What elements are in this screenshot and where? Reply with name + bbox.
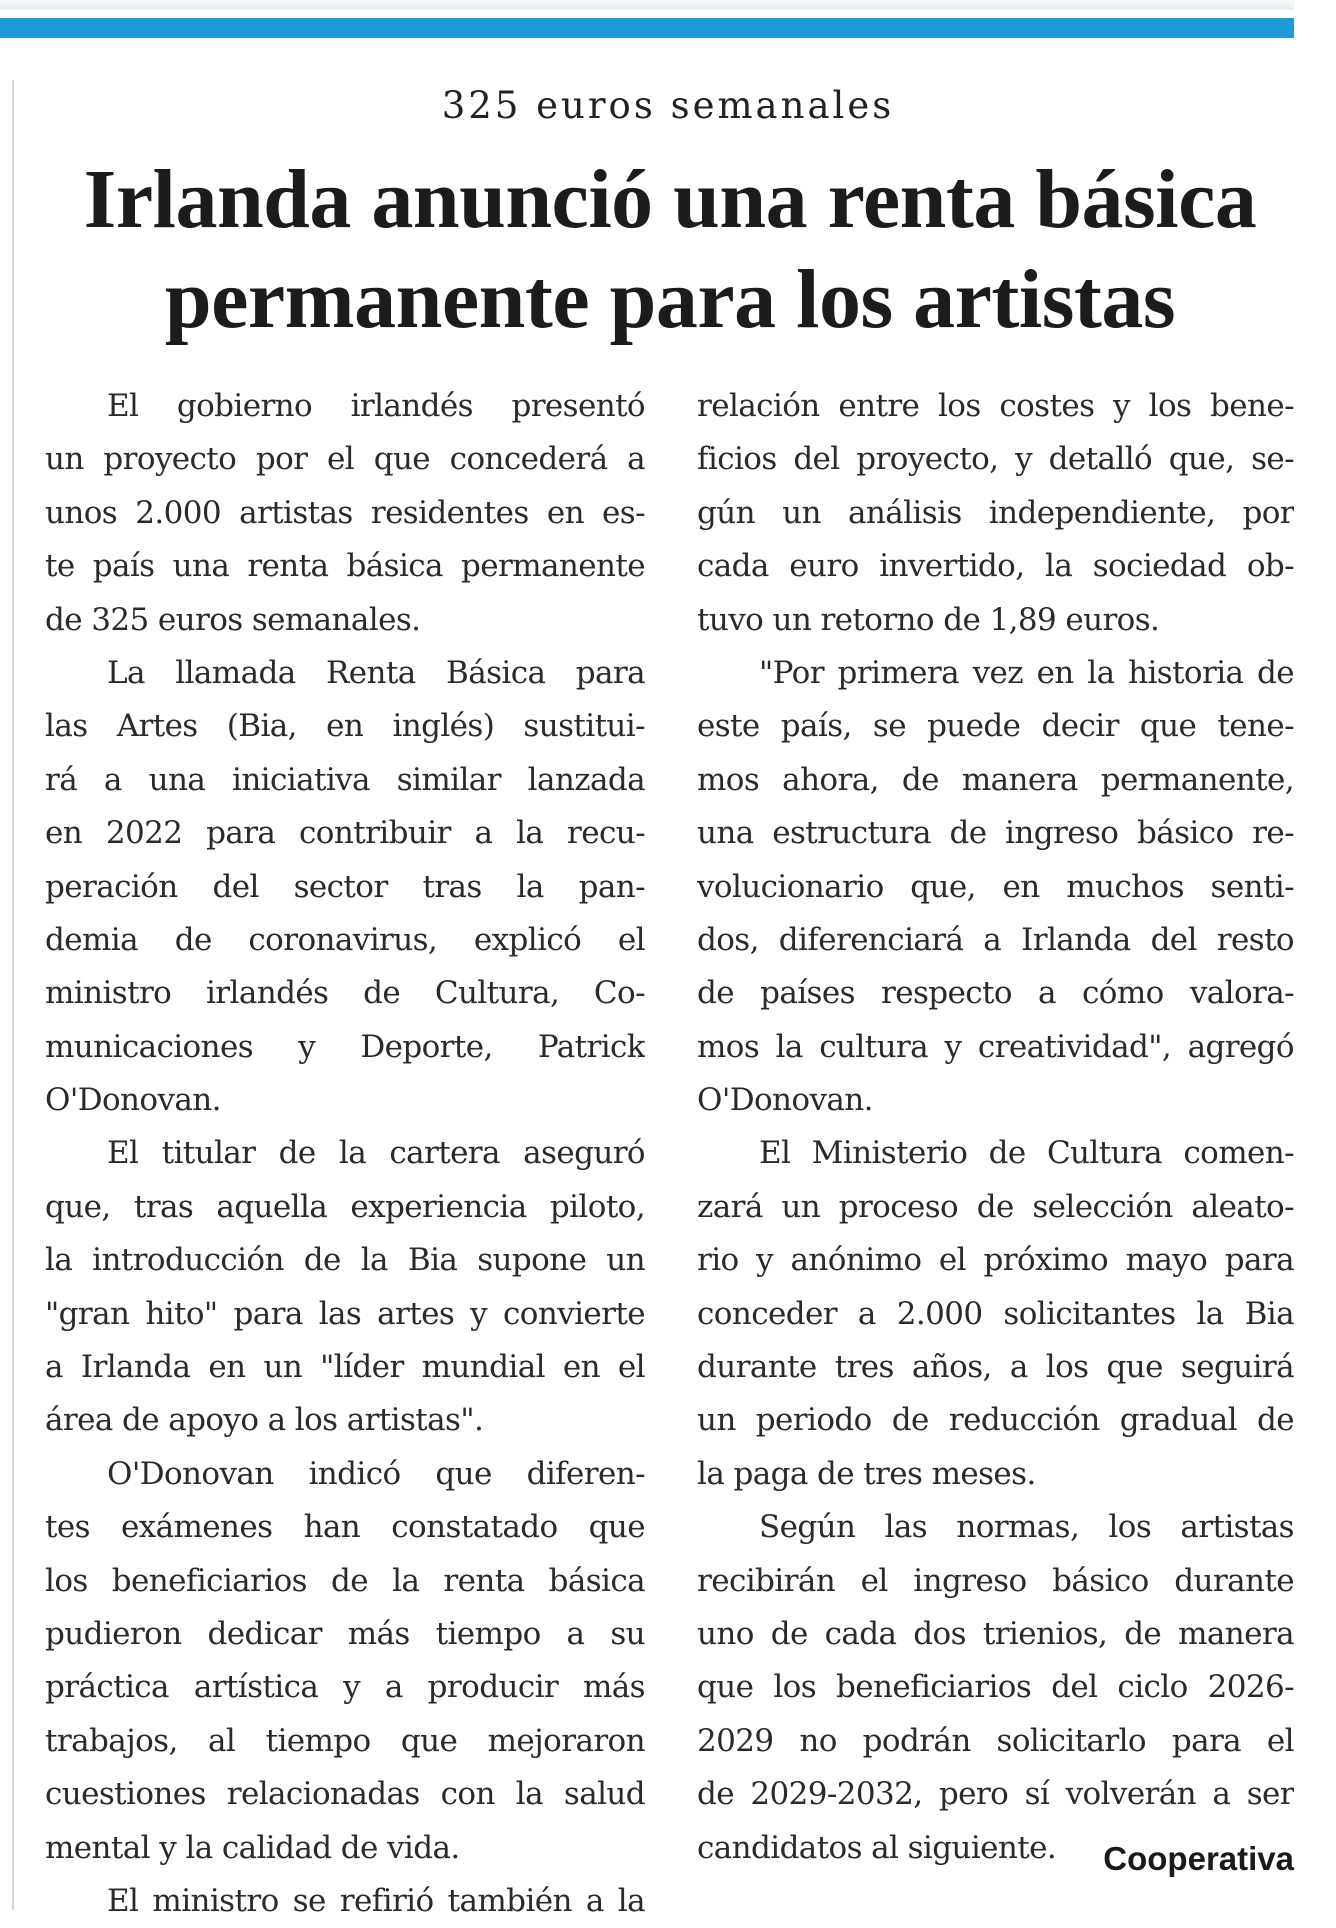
text-line: La llamada Renta Básica para bbox=[107, 654, 645, 691]
text-line: tes exámenes han constatado que bbox=[45, 1509, 645, 1546]
text-line: cuestiones relacionadas con la salud bbox=[45, 1776, 645, 1813]
text-line: uno de cada dos trienios, de manera bbox=[697, 1615, 1294, 1652]
text-line: volucionario que, en muchos senti- bbox=[697, 868, 1294, 905]
text-line: práctica artística y a producir más bbox=[45, 1669, 645, 1706]
text-line: rá a una iniciativa similar lanzada bbox=[45, 761, 645, 798]
text-line: Según las normas, los artistas bbox=[759, 1509, 1294, 1546]
headline-line-2: permanente para los artistas bbox=[164, 253, 1176, 346]
text-line: zará un proceso de selección aleato- bbox=[697, 1188, 1294, 1225]
text-line: que los beneficiarios del ciclo 2026- bbox=[697, 1669, 1294, 1706]
text-line: gún un análisis independiente, por bbox=[697, 494, 1294, 531]
text-line: recibirán el ingreso básico durante bbox=[697, 1562, 1294, 1599]
text-line: área de apoyo a los artistas". bbox=[45, 1402, 484, 1439]
body-column-left bbox=[45, 380, 645, 1928]
text-line: una estructura de ingreso básico re- bbox=[697, 815, 1294, 852]
text-line: la introducción de la Bia supone un bbox=[45, 1242, 645, 1279]
text-line: El ministro se refirió también a la bbox=[107, 1882, 645, 1919]
text-line: en 2022 para contribuir a la recu- bbox=[45, 815, 645, 852]
text-line: te país una renta básica permanente bbox=[45, 548, 645, 585]
article-signature: Cooperativa bbox=[1103, 1840, 1294, 1877]
text-line: de países respecto a cómo valora- bbox=[697, 975, 1294, 1012]
text-line: conceder a 2.000 solicitantes la Bia bbox=[697, 1295, 1294, 1332]
text-line: este país, se puede decir que tene- bbox=[697, 708, 1294, 745]
text-line: un periodo de reducción gradual de bbox=[697, 1402, 1294, 1439]
text-line: cada euro invertido, la sociedad ob- bbox=[697, 548, 1294, 585]
text-line: las Artes (Bia, en inglés) sustitui- bbox=[45, 708, 645, 745]
article-kicker: 325 euros semanales bbox=[441, 84, 895, 127]
text-line: rio y anónimo el próximo mayo para bbox=[697, 1242, 1294, 1279]
text-line: El Ministerio de Cultura comen- bbox=[759, 1135, 1294, 1172]
text-line: mos ahora, de manera permanente, bbox=[697, 761, 1294, 798]
text-line: ficios del proyecto, y detalló que, se- bbox=[697, 441, 1294, 478]
text-line: 2029 no podrán solicitarlo para el bbox=[697, 1722, 1294, 1759]
text-line: "gran hito" para las artes y convierte bbox=[45, 1295, 645, 1332]
text-line: municaciones y Deporte, Patrick bbox=[45, 1028, 645, 1065]
text-line: durante tres años, a los que seguirá bbox=[697, 1349, 1294, 1386]
text-line: El gobierno irlandés presentó bbox=[107, 388, 645, 424]
text-line: relación entre los costes y los bene- bbox=[697, 388, 1294, 424]
column-rule bbox=[12, 80, 14, 1910]
text-line: mental y la calidad de vida. bbox=[45, 1829, 460, 1866]
header-band bbox=[0, 0, 1294, 10]
text-line: "Por primera vez en la historia de bbox=[759, 654, 1294, 691]
text-line: tuvo un retorno de 1,89 euros. bbox=[697, 601, 1160, 638]
text-line: unos 2.000 artistas residentes en es- bbox=[45, 494, 645, 531]
text-line: los beneficiarios de la renta básica bbox=[45, 1562, 645, 1599]
headline-line-1: Irlanda anunció una renta básica bbox=[83, 153, 1257, 246]
text-line: mos la cultura y creatividad", agregó bbox=[697, 1028, 1294, 1065]
text-line: que, tras aquella experiencia piloto, bbox=[45, 1188, 645, 1225]
text-line: de 325 euros semanales. bbox=[45, 601, 421, 638]
text-line: O'Donovan indicó que diferen- bbox=[107, 1455, 645, 1492]
text-line: peración del sector tras la pan- bbox=[45, 868, 645, 905]
text-line: trabajos, al tiempo que mejoraron bbox=[45, 1722, 645, 1759]
text-line: candidatos al siguiente. bbox=[697, 1829, 1057, 1866]
text-line: demia de coronavirus, explicó el bbox=[45, 921, 645, 958]
text-line: pudieron dedicar más tiempo a su bbox=[45, 1615, 645, 1652]
text-line: a Irlanda en un "líder mundial en el bbox=[45, 1349, 645, 1386]
text-line: O'Donovan. bbox=[45, 1082, 221, 1119]
body-column-right bbox=[697, 380, 1294, 1875]
header-accent-bar bbox=[0, 18, 1294, 38]
article-headline bbox=[40, 150, 1300, 350]
text-line: ministro irlandés de Cultura, Co- bbox=[45, 975, 645, 1012]
text-line: un proyecto por el que concederá a bbox=[45, 441, 645, 478]
text-line: dos, diferenciará a Irlanda del resto bbox=[697, 921, 1294, 958]
text-line: El titular de la cartera aseguró bbox=[107, 1135, 645, 1172]
text-line: de 2029-2032, pero sí volverán a ser bbox=[697, 1776, 1294, 1813]
text-line: la paga de tres meses. bbox=[697, 1455, 1036, 1492]
text-line: O'Donovan. bbox=[697, 1082, 873, 1119]
